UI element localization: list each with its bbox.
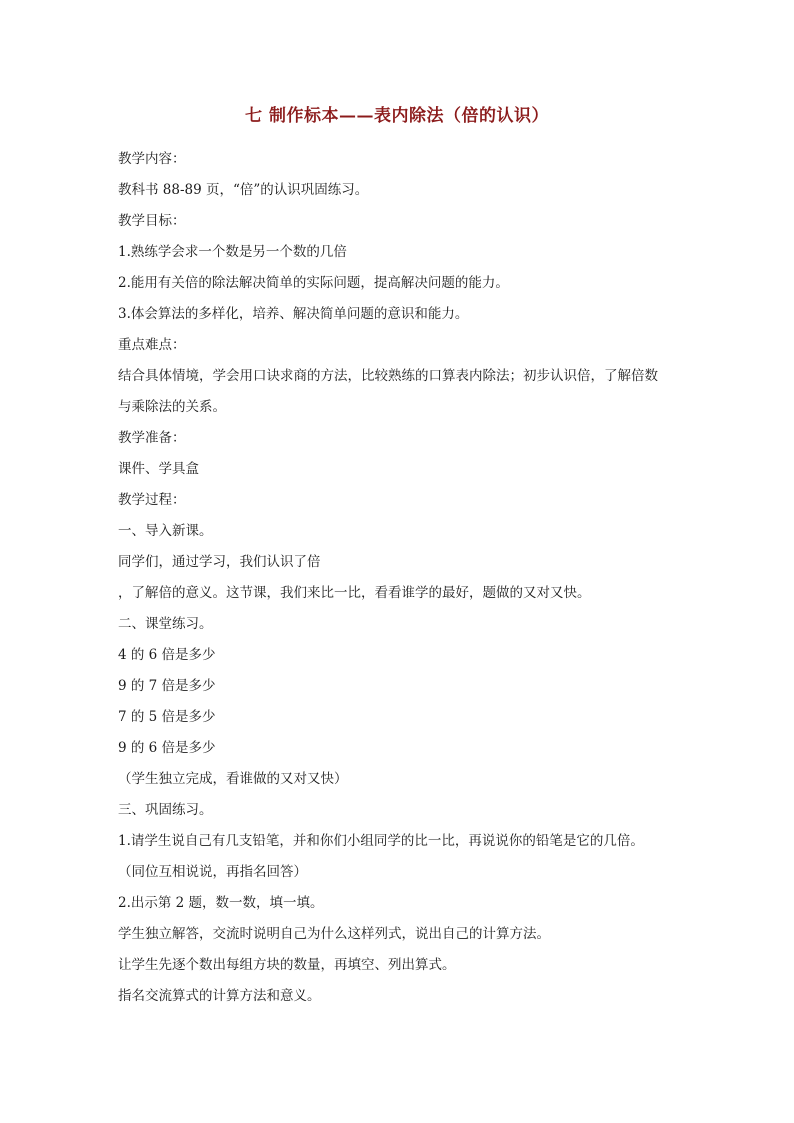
key-points-text: 结合具体情境，学会用口诀求商的方法，比较熟练的口算表内除法；初步认识倍，了解倍数 [118, 368, 658, 384]
subsection-heading: 三、巩固练习。 [118, 802, 213, 818]
paragraph-text: 同学们，通过学习，我们认识了倍 [118, 554, 321, 570]
paragraph-text: （学生独立完成，看谁做的又对又快） [118, 771, 348, 787]
preparation-text: 课件、学具盒 [118, 461, 199, 477]
objective-item: 1.熟练学会求一个数是另一个数的几倍 [118, 244, 347, 260]
exercise-item: 9 的 6 倍是多少 [118, 740, 216, 756]
key-points-text-continued: 与乘除法的关系。 [118, 399, 226, 415]
objective-item: 2.能用有关倍的除法解决简单的实际问题，提高解决问题的能力。 [118, 275, 509, 291]
section-heading-preparation: 教学准备： [118, 430, 186, 446]
exercise-item: 9 的 7 倍是多少 [118, 678, 216, 694]
subsection-heading: 一、导入新课。 [118, 523, 213, 539]
paragraph-text: 学生独立解答，交流时说明自己为什么这样列式，说出自己的计算方法。 [118, 926, 550, 942]
document-title: 七 制作标本——表内除法（倍的认识） [245, 106, 549, 126]
section-heading-content: 教学内容： [118, 151, 186, 167]
exercise-item: 4 的 6 倍是多少 [118, 647, 216, 663]
paragraph-text: 2.出示第 2 题，数一数，填一填。 [118, 895, 324, 911]
paragraph-text: 让学生先逐个数出每组方块的数量，再填空、列出算式。 [118, 957, 456, 973]
paragraph-text: 指名交流算式的计算方法和意义。 [118, 988, 321, 1004]
paragraph-text: ，了解倍的意义。这节课，我们来比一比，看看谁学的最好，题做的又对又快。 [118, 585, 591, 601]
section-heading-process: 教学过程： [118, 492, 186, 508]
paragraph-text: （同位互相说说，再指名回答） [118, 864, 307, 880]
section-heading-key-points: 重点难点： [118, 337, 186, 353]
content-text: 教科书 88-89 页，“倍”的认识巩固练习。 [118, 182, 369, 198]
section-heading-objectives: 教学目标： [118, 213, 186, 229]
objective-item: 3.体会算法的多样化，培养、解决简单问题的意识和能力。 [118, 306, 469, 322]
document-body [118, 144, 688, 1012]
subsection-heading: 二、课堂练习。 [118, 616, 213, 632]
paragraph-text: 1.请学生说自己有几支铅笔，并和你们小组同学的比一比，再说说你的铅笔是它的几倍。 [118, 833, 644, 849]
exercise-item: 7 的 5 倍是多少 [118, 709, 216, 725]
